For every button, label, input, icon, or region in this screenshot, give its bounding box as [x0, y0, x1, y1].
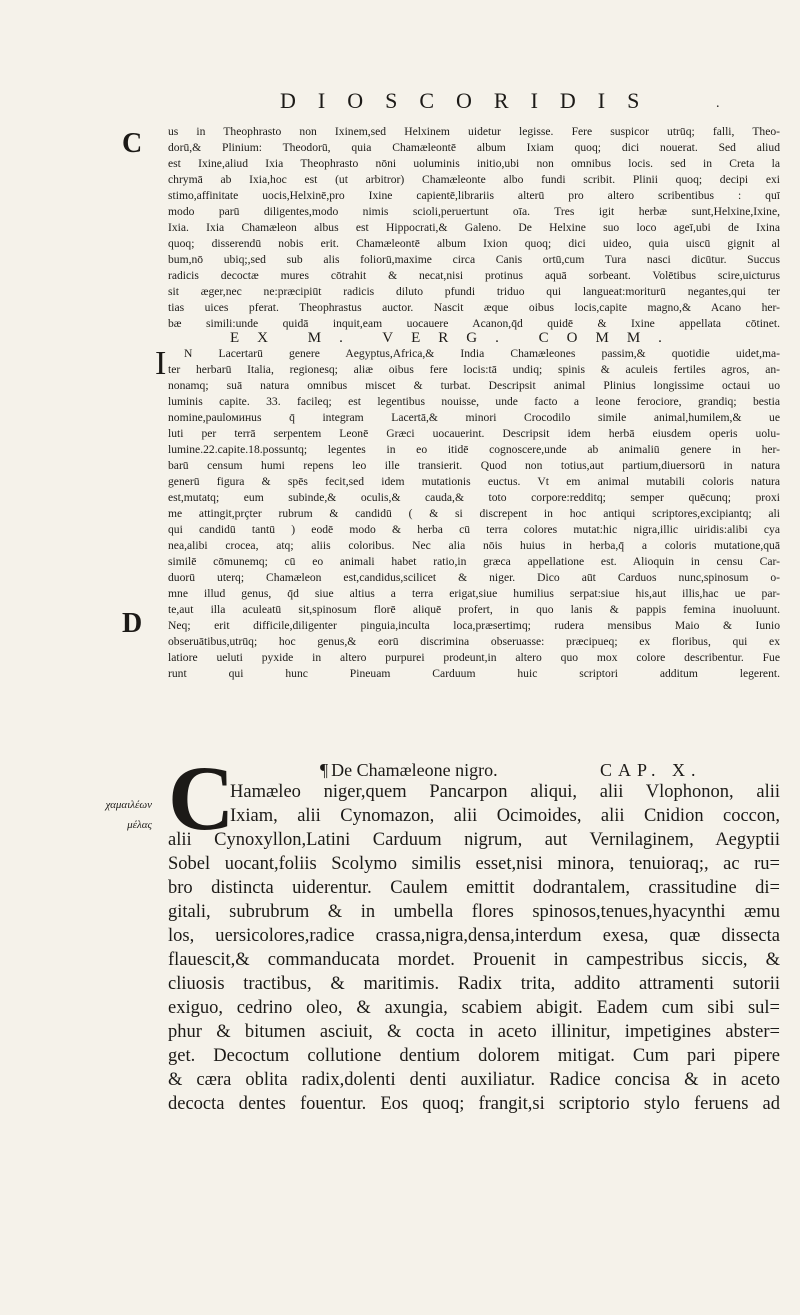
greek-margin-note [82, 795, 152, 835]
text-line: generū figura & spēs fecit,sed idem mutationis euctus. Vt em animal mutabili coloris natura [168, 475, 780, 488]
text-line: similē cōmunemq; cū eo animali habet ratio,in græca appellatione est. Alioquin in censu Car- [168, 555, 780, 568]
text-line: nomine,pauloминus q̄ integram Lacertā,& minori Crocodilo simile animal,humilem,& ue [168, 411, 780, 424]
text-line: los, uersicolores,radice crassa,nigra,densa,interdum exesa, quæ dissecta [168, 926, 780, 946]
chapter-title: De Chamæleone nigro. [331, 760, 498, 780]
initial-letter-i: I [155, 345, 167, 382]
text-line: gitali, subrubrum & in umbella flores spinosos,tenues,hyacynthi æmu [168, 902, 780, 922]
greek-note-line: χαμαιλέων [105, 799, 152, 811]
pilcrow-icon: ¶ [320, 760, 329, 780]
text-line: obseruātibus,utrūq; hoc genus,& eorū discrimina obseruasse: præcipueq; ex floribus, qui ex [168, 635, 780, 648]
text-line: chrymā ab Ixia,hoc est (ut arbitror) Chamæleonte albo fundi scribit. Plinii quoq; decipi exi [168, 173, 780, 186]
text-line: Neq; erit difficile,diligenter pinguia,inculta loca,præsertimq; rudera mensibus Maio & Iunio [168, 619, 780, 632]
text-line: Ixiam, alii Cynomazon, alii Ocimoides, alii Cnidion coccon, [230, 806, 780, 826]
text-line: tias uices pferat. Theophrastus auctor. Nascit æque oibus locis,capite magno,& Acano her- [168, 301, 780, 314]
text-line: modo parū diligentes,modo nimis scioli,peruertunt oīa. Tres igit herbæ sunt,Helxine,Ixine, [168, 205, 780, 218]
chapter-heading [320, 760, 780, 781]
text-line: radicis decoctæ mures cōtrahit & necat,nisi protinus aquā sorbeant. Volētibus scire,uicturus [168, 269, 780, 282]
text-line: us in Theophrasto non Ixinem,sed Helxinem uidetur legisse. Fere suspicor utrūq; falli, Theo- [168, 125, 780, 138]
text-line: Hamæleo niger,quem Pancarpon aliqui, alii Vlophonon, alii [230, 782, 780, 802]
text-line: runt qui hunc Pineuam Carduum huic scriptori additum legerent. [168, 667, 780, 680]
text-line: flauescit,& commanducata mordet. Prouenit in campestribus siccis, & [168, 950, 780, 970]
text-line: get. Decoctum collutione dentium dolorem mitigat. Cum pari pipere [168, 1046, 780, 1066]
text-line: bro distincta uiderentur. Caulem emittit dodrantalem, crassitudine di= [168, 878, 780, 898]
text-line: est,mutatq; eum subinde,& oculis,& cauda,& toto corpore:redditq; semper quēcunq; proxi [168, 491, 780, 504]
text-line: lumine.22.capite.18.possuntq; legentes in eo itidē cognoscere,unde ab animaliū genere in her- [168, 443, 780, 456]
text-line: duorū uterq; Chamæleon est,candidus,scilicet & niger. Dico aūt Carduos nunc,spinosum o- [168, 571, 780, 584]
greek-note-line: μέλας [127, 819, 152, 831]
text-line: te,aut illa aculeatū sit,spinosum florē aliquē profert, in quo lanis & pappis femina inuoluunt. [168, 603, 780, 616]
text-line: qui candidū tantū ) eodē modo & herba cū terra colores mutat:hic nigra,illic uiridis:alibi cya [168, 523, 780, 536]
text-line: stimo,affinitate uocis,Helxinē,pro Ixine capientē,librariis alterū pro altero scribentibus : quī [168, 189, 780, 202]
margin-letter-d: D [122, 608, 143, 639]
margin-letter-c: C [122, 128, 143, 159]
text-line: me attingit,prçter rubrum & candidū ( & si discrepent in hoc antiqui scriptores,excipiantq; ali [168, 507, 780, 520]
text-line: Sobel uocant,foliis Scolymo similis esset,nisi minora, tenuioraq;, ac ru= [168, 854, 780, 874]
text-line: luminis capite. 33. facileq; est legentibus nouisse, unde facto a leone ferociore, grandiq; bestia [168, 395, 780, 408]
text-line: luti per terrā serpentem Leonē Græci uocauerint. Descripsit idem herbā eiusdem operis uolu- [168, 427, 780, 440]
commentary-paragraph-2 [168, 346, 780, 682]
text-line: cliuosis tractibus, & maritimis. Radix trita, addito attramenti sutorii [168, 974, 780, 994]
text-line: barū censum humi repens leo ille transierit. Quod non totius,aut partium,diuersorū in natura [168, 459, 780, 472]
chapter-body [168, 780, 780, 1116]
text-line: exiguo, cedrino oleo, & axungia, scabiem abigit. Eadem cum sibi sul= [168, 998, 780, 1018]
text-line: dorū,& Plinium: Theodorū, quia Chamæleontē album Ixiam quoq; dici nouerat. Sed aliud [168, 141, 780, 154]
text-line: phur & bitumen asciuit, & cocta in aceto illinitur, impetigines abster= [168, 1022, 780, 1042]
text-line: bæ simili:unde quidā inquit,eam uocauere Acanon,q̄d quidē & Ixine appellata cōtinet. [168, 317, 780, 330]
folio-mark: . [716, 96, 720, 111]
commentary-paragraph-1 [168, 124, 780, 332]
text-line: nea,alibi crocea, atq; aliis coloribus. Nec alia nōis huius in herba,q̄ a coloris mutatione,quā [168, 539, 780, 552]
text-line: bum,nō ubiq;,sed sub alis foliorū,maxime circa Canis ortū,cum Tura nasci dicūtur. Succus [168, 253, 780, 266]
text-line: est Ixine,aliud Ixia Theophrasto nōni uoluminis initio,ubi non omnibus locis. sed in Creta la [168, 157, 780, 170]
text-line: alii Cynoxyllon,Latini Carduum nigrum, aut Vernilaginem, Aegyptii [168, 830, 780, 850]
chapter-number: CAP. X. [600, 760, 702, 780]
text-line: N Lacertarū genere Aegyptus,Africa,& India Chamæleones passim,& quotidie uidet,ma- [184, 347, 780, 360]
commentary-heading: EX M. VERG. COMM. [230, 330, 680, 346]
text-line: nonamq; suā natura omnibus miscet & turbat. Descripsit animal Plinius longissime octaui uo [168, 379, 780, 392]
text-line: mne illud genus, q̄d siue altius a terra erigat,siue humilius serpat:siue his,aut illis,hac ue par- [168, 587, 780, 600]
text-line: quoq; disserendū nobis erit. Chamæleontē album Ixion quoq; dici uideo, quia uiscū gignit al [168, 237, 780, 250]
text-line: ter herbarū Italia, regionesq; aliæ oibus fere locis:tā undiq; spinis & aculeis fertiles agros, an- [168, 363, 780, 376]
text-line: latiore ueluti pyxide in altero purpurei prodeunt,in altero quo mox colore describentur. Fue [168, 651, 780, 664]
running-title: DIOSCORIDIS [280, 88, 662, 113]
text-line: Ixia. Ixia Chamæleon albus est Hippocrati,& Galeno. De Helxine suo loco ageī,ubi de Ixina [168, 221, 780, 234]
drop-cap-c: C [168, 747, 235, 849]
text-line: sit æger,nec ne:præcipiūt radicis diluto pfundi triduo qui langueat:moriturū negantes,qui ter [168, 285, 780, 298]
text-line: decocta dentes fouentur. Eos quoq; frangit,si scriptorio stylo feruens ad [168, 1094, 780, 1114]
text-line: & cæra oblita radix,dolenti denti auxiliatur. Radice concisa & in aceto [168, 1070, 780, 1090]
